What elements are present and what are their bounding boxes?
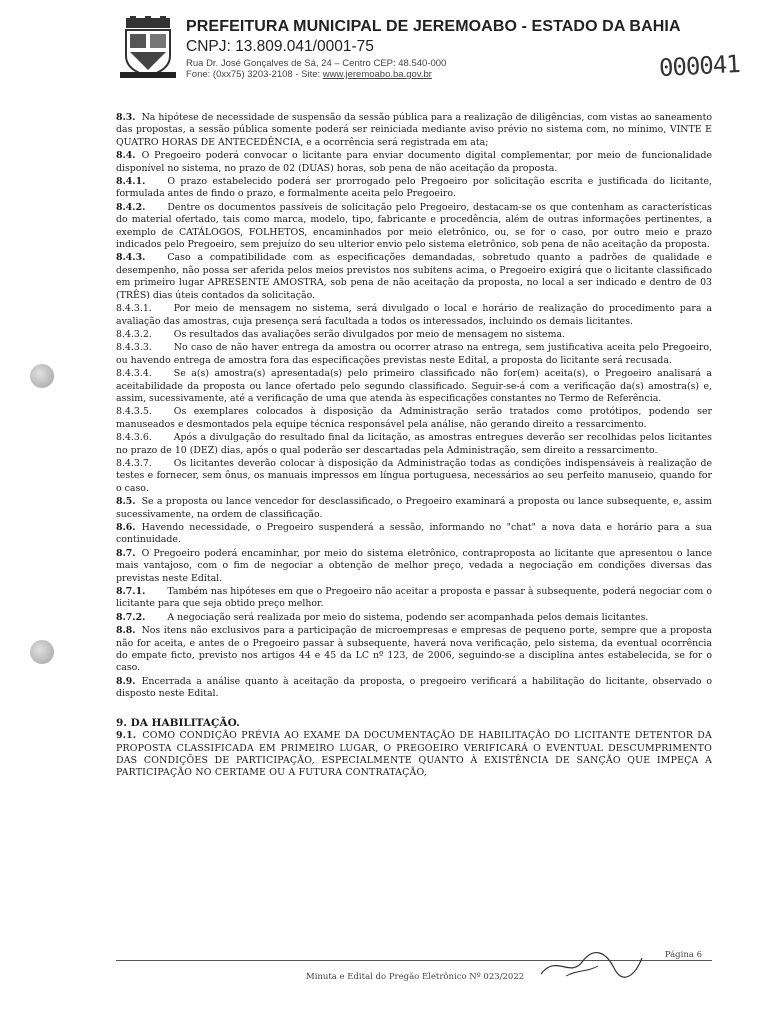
item-number: 8.7. xyxy=(116,547,136,559)
paragraph-text: Havendo necessidade, o Pregoeiro suspenderá a sessão, informando no "chat" a nova data e horário para a sua continuidade. xyxy=(116,522,712,546)
paragraph xyxy=(116,252,712,302)
item-number: 8.4.3.6. xyxy=(116,432,152,444)
item-number: 8.9. xyxy=(116,675,136,687)
paragraph-text: Dentre os documentos passíveis de solicitação pelo Pregoeiro, destacam-se os que contenham as características do material ofertado, tais como marca, modelo, tipo, fabricante e procedência, além de outras informações pertinentes, a exemplo de CATÁLOGOS, FOLHETOS, encaminhados por meio eletrônico, ou, se for o caso, por outro meio e prazo indicados pelo Pregoeiro, sem prejuízo do seu ulterior envio pelo sistema eletrônico, sob pena de não aceitação da proposta. xyxy=(116,201,712,251)
punch-hole-top xyxy=(30,364,54,388)
paragraph xyxy=(116,522,712,547)
page-footer xyxy=(116,950,712,990)
paragraph-text: No caso de não haver entrega da amostra ou ocorrer atraso na entrega, sem justificativa aceita pelo Pregoeiro, ou havendo entrega de amostra fora das especificações previstas neste Edital, a proposta do licitante será recusada. xyxy=(116,342,712,366)
paragraph xyxy=(116,612,712,624)
paragraph-text: O prazo estabelecido poderá ser prorrogado pelo Pregoeiro por solicitação escrita e justificada do licitante, formulada antes de findo o prazo, e formalmente aceita pelo Pregoeiro. xyxy=(116,176,712,200)
item-number: 8.3. xyxy=(116,112,136,123)
paragraph xyxy=(116,586,712,611)
address-line: Rua Dr. José Gonçalves de Sá, 24 – Centro CEP: 48.540-000 xyxy=(186,58,447,69)
footer-text: Minuta e Edital do Pregão Eletrônico Nº 023/2022 xyxy=(306,972,525,982)
letterhead xyxy=(120,16,720,82)
contact-line xyxy=(186,69,432,80)
item-number: 8.4. xyxy=(116,150,136,162)
paragraph-text: Os exemplares colocados à disposição da Administração serão tratados como protótipos, podendo ser manuseados e desmontados pela equipe técnica responsável pela análise, não gerando direito a ressarcimento. xyxy=(116,406,712,430)
item-number: 8.4.3.2. xyxy=(116,328,152,340)
item-number: 8.4.3.7. xyxy=(116,457,152,469)
item-number: 8.7.2. xyxy=(116,611,146,623)
paragraph xyxy=(116,458,712,495)
item-number: 8.4.3.1. xyxy=(116,303,152,315)
paragraph-text: Nos itens não exclusivos para a participação de microempresas e empresas de pequeno porte, sempre que a proposta não for aceita, e antes de o Pregoeiro passar à subsequente, haverá nova verificação, pelo sistema, da eventual ocorrência do empate ficto, previsto nos artigos 44 e 45 da LC nº 123, de 2006, seguindo-se a disciplina antes estabelecida, se for o caso. xyxy=(116,625,712,674)
paragraph-text: Na hipótese de necessidade de suspensão da sessão pública para a realização de diligências, com vistas ao saneamento das propostas, a sessão pública somente poderá ser reiniciada mediante aviso prévio no sistema com, no mínimo, VINTE E QUATRO HORAS DE ANTECEDÊNCIA, e a ocorrência será registrada em ata; xyxy=(116,112,713,148)
paragraph xyxy=(116,368,712,405)
item-number: 9.1. xyxy=(116,730,137,742)
paragraph xyxy=(116,548,712,585)
paragraph xyxy=(116,406,712,431)
item-number: 8.4.3.3. xyxy=(116,342,152,354)
item-number: 8.8. xyxy=(116,625,136,637)
paragraph-text: Os licitantes deverão colocar à disposição da Administração todas as condições indispensáveis à realização de testes e fornecer, sem ônus, os manuais impressos em língua portuguesa, necessários ao seu perfeito manuseio, quando for o caso. xyxy=(116,457,712,494)
item-number: 8.7.1. xyxy=(116,586,146,598)
paragraph xyxy=(116,342,712,367)
paragraph xyxy=(116,176,712,201)
paragraph xyxy=(116,303,712,328)
item-number: 8.6. xyxy=(116,522,136,533)
paragraph xyxy=(116,112,712,149)
paragraph xyxy=(116,432,712,457)
paragraph xyxy=(116,676,712,701)
phone-text: Fone: (0xx75) 3203-2108 - Site: xyxy=(186,69,321,80)
paragraph xyxy=(116,202,712,252)
cnpj-line: CNPJ: 13.809.041/0001-75 xyxy=(186,38,374,55)
paragraph xyxy=(116,496,712,521)
paragraph-text: Caso a compatibilidade com as especificações demandadas, sobretudo quanto a padrões de qualidade e desempenho, não possa ser aferida pelos meios previstos nos subitens acima, o Pregoeiro exigirá que o licitante classificado em primeiro lugar APRESENTE AMOSTRA, sob pena de não aceitação da proposta, no local a ser indicado e dentro de 03 (TRÊS) dias úteis contados da solicitação. xyxy=(116,252,712,301)
document-body xyxy=(116,112,712,781)
city-hall-title: PREFEITURA MUNICIPAL DE JEREMOABO - ESTADO DA BAHIA xyxy=(186,18,681,35)
paragraph-text: O Pregoeiro poderá convocar o licitante para enviar documento digital complementar, por meio de funcionalidade disponível no sistema, no prazo de 02 (DUAS) horas, sob pena de não aceitação da proposta. xyxy=(116,150,712,174)
paragraph-text: Por meio de mensagem no sistema, será divulgado o local e horário de realização do procedimento para a avaliação das amostras, cuja presença será facultada a todos os interessados, incluindo os demais licitantes. xyxy=(116,303,712,327)
item-number: 8.4.3.4. xyxy=(116,368,152,380)
paragraph xyxy=(116,730,712,780)
item-number: 8.4.3. xyxy=(116,252,146,264)
website-link[interactable]: www.jeremoabo.ba.gov.br xyxy=(322,69,432,80)
paragraph xyxy=(116,329,712,341)
signature-icon xyxy=(536,948,646,982)
punch-hole-bottom xyxy=(30,640,54,664)
item-number: 8.4.1. xyxy=(116,176,146,188)
page-number: Página 6 xyxy=(664,950,702,960)
paragraph-text: Se a(s) amostra(s) apresentada(s) pelo primeiro classificado não for(em) aceita(s), o Pregoeiro analisará a aceitabilidade da proposta ou lance ofertado pelo segundo classificado. Seguir-se-á com a verificação da(s) amostra(s) e, assim, sucessivamente, até a verificação de uma que atenda às especificações constantes no Termo de Referência. xyxy=(116,368,712,404)
paragraph-text: A negociação será realizada por meio do sistema, podendo ser acompanhada pelos demais licitantes. xyxy=(167,611,649,623)
municipal-crest-icon xyxy=(120,16,176,80)
paragraph xyxy=(116,625,712,675)
item-number: 8.4.3.5. xyxy=(116,406,152,418)
paragraph-text: Também nas hipóteses em que o Pregoeiro não aceitar a proposta e passar à subsequente, poderá negociar com o licitante para que seja obtido preço melhor. xyxy=(116,586,712,610)
section-heading: 9. DA HABILITAÇÃO. xyxy=(116,716,240,729)
paragraph-text: O Pregoeiro poderá encaminhar, por meio do sistema eletrônico, contraproposta ao licitante que apresentou o lance mais vantajoso, com o fim de negociar a obtenção de melhor preço, vedada a negociação em condições diversas das previstas neste Edital. xyxy=(116,547,712,584)
paragraph xyxy=(116,150,712,175)
item-number: 8.4.2. xyxy=(116,201,146,213)
paragraph-text: Os resultados das avaliações serão divulgados por meio de mensagem no sistema. xyxy=(173,328,566,340)
paragraph-text: COMO CONDIÇÃO PRÉVIA AO EXAME DA DOCUMENTAÇÃO DE HABILITAÇÃO DO LICITANTE DETENTOR DA PROPOSTA CLASSIFICADA EM PRIMEIRO LUGAR, O PREGOEIRO VERIFICARÁ O EVENTUAL DESCUMPRIMENTO DAS CONDIÇÕES DE PARTICIPAÇÃO, ESPECIALMENTE QUANTO À EXISTÊNCIA DE SANÇÃO QUE IMPEÇA A PARTICIPAÇÃO NO CERTAME OU A FUTURA CONTRATAÇÃO, xyxy=(116,730,712,779)
paragraph-text: Se a proposta ou lance vencedor for desclassificado, o Pregoeiro examinará a proposta ou lance subsequente, e, assim sucessivamente, na ordem de classificação. xyxy=(116,496,712,520)
paragraph-text: Após a divulgação do resultado final da licitação, as amostras entregues deverão ser recolhidas pelos licitantes no prazo de 10 (DEZ) dias, após o qual poderão ser descartadas pela Administração, sem direito a ressarcimento. xyxy=(116,432,712,456)
item-number: 8.5. xyxy=(116,496,136,508)
paragraph-text: Encerrada a análise quanto à aceitação da proposta, o pregoeiro verificará a habilitação do licitante, observado o disposto neste Edital. xyxy=(116,675,712,700)
page-number-stamp: 000041 xyxy=(658,49,741,83)
